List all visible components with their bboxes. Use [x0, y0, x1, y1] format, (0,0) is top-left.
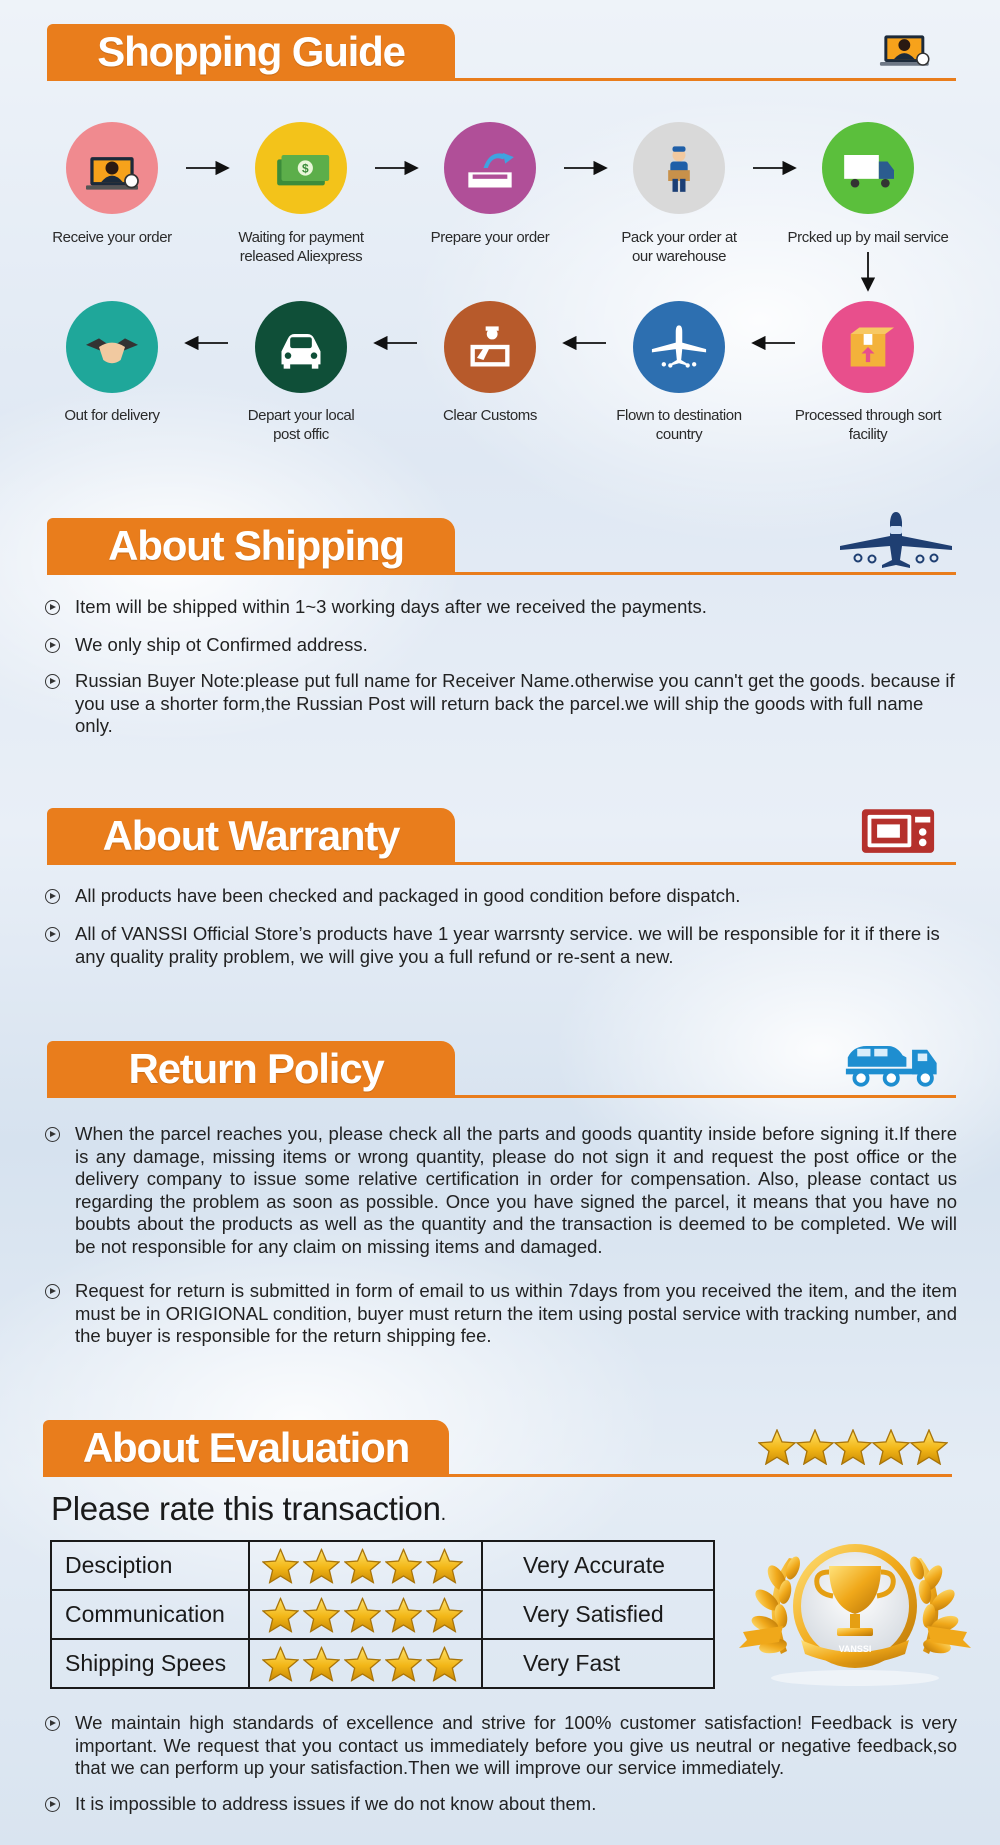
rating-value: Very Satisfied: [482, 1590, 714, 1639]
rating-row: [51, 1541, 714, 1590]
rate-prompt: Please rate this transaction.: [51, 1490, 446, 1527]
star-icon: [872, 1429, 910, 1465]
step-label: Depart your local post offic: [247, 407, 355, 443]
play-bullet-icon: [45, 600, 60, 615]
play-bullet-icon: [45, 1716, 60, 1731]
play-bullet-icon: [45, 1284, 60, 1299]
play-bullet-icon: [45, 889, 60, 904]
star-icon[interactable]: [303, 1646, 340, 1682]
star-icon[interactable]: [385, 1548, 422, 1584]
return-item: When the parcel reaches you, please check all the parts and goods quantity inside before signing it.If there is any damage, missing items or wrong quantity, please do not sign it and request the post office or the delivery company to issue some relative certification in order for compensation. Also, please contact us regarding the problem as soon as possible. Once you have signed the parcel, it means that you have no boubts about the products as well as the quantity and the transaction is deemed to be completed. We will be not responsible for any claim on missing items and damaged.: [45, 1123, 957, 1258]
star-rating[interactable]: [249, 1639, 482, 1688]
star-icon[interactable]: [262, 1646, 299, 1682]
divider: [47, 862, 956, 865]
divider: [47, 572, 956, 575]
rating-table: [50, 1540, 715, 1689]
star-rating[interactable]: [249, 1590, 482, 1639]
airplane-icon: [836, 510, 956, 570]
star-icon[interactable]: [426, 1597, 463, 1633]
section-title: Shopping Guide: [47, 24, 455, 80]
rating-row: [51, 1590, 714, 1639]
rating-value: Very Accurate: [482, 1541, 714, 1590]
star-icon: [834, 1429, 872, 1465]
process-arrows: [0, 0, 1000, 460]
svg-text:VANSSI: VANSSI: [838, 1644, 872, 1654]
rating-category: Communication: [51, 1590, 249, 1639]
step-label: Waiting for payment released Aliexpress: [238, 229, 364, 265]
play-bullet-icon: [45, 674, 60, 689]
header-star-rating: [758, 1429, 948, 1467]
star-icon[interactable]: [344, 1548, 381, 1584]
shipping-item: We only ship ot Confirmed address.: [45, 634, 957, 657]
step-label: Prepare your order: [430, 229, 550, 246]
rating-row: [51, 1639, 714, 1688]
microwave-icon: [860, 806, 936, 858]
star-icon[interactable]: [385, 1646, 422, 1682]
about-evaluation-header: [43, 1420, 952, 1480]
evaluation-item: We maintain high standards of excellence and strive for 100% customer satisfaction! Feedback is very important. We request that you contact us immediately before you give us neutral or negative feedback,so that we can perform up your satisfaction.Then we will improve our service immediately.: [45, 1712, 957, 1780]
star-icon[interactable]: [303, 1597, 340, 1633]
divider: [47, 1095, 956, 1098]
section-title: About Evaluation: [43, 1420, 449, 1476]
star-rating[interactable]: [249, 1541, 482, 1590]
shipping-item: Item will be shipped within 1~3 working days after we received the payments.: [45, 596, 957, 619]
evaluation-item: It is impossible to address issues if we do not know about them.: [45, 1793, 957, 1816]
rating-value: Very Fast: [482, 1639, 714, 1688]
step-label: Prcked up by mail service: [787, 229, 949, 246]
star-icon[interactable]: [262, 1597, 299, 1633]
star-icon[interactable]: [426, 1548, 463, 1584]
star-icon: [758, 1429, 796, 1465]
step-label: Processed through sort facility: [794, 407, 942, 443]
play-bullet-icon: [45, 1797, 60, 1812]
star-icon[interactable]: [344, 1597, 381, 1633]
section-title: About Shipping: [47, 518, 455, 574]
star-icon[interactable]: [262, 1548, 299, 1584]
svg-text:$: $: [302, 161, 309, 176]
rating-category: Shipping Spees: [51, 1639, 249, 1688]
step-label: Clear Customs: [443, 407, 537, 424]
return-policy-header: [47, 1041, 956, 1101]
about-shipping-header: [47, 518, 956, 578]
star-icon[interactable]: [385, 1597, 422, 1633]
return-item: Request for return is submitted in form of email to us within 7days from you received the item, and the item must be in ORIGIONAL condition, buyer must return the item using postal service with tracking number, and the buyer is responsible for the return shipping fee.: [45, 1280, 957, 1348]
divider: [43, 1474, 952, 1477]
play-bullet-icon: [45, 1127, 60, 1142]
step-label: Receive your order: [52, 229, 172, 246]
about-warranty-header: [47, 808, 956, 868]
trophy-icon: [733, 1528, 977, 1688]
warranty-item: All products have been checked and packaged in good condition before dispatch.: [45, 885, 957, 908]
section-title: Return Policy: [47, 1041, 455, 1097]
star-icon: [796, 1429, 834, 1465]
step-label: Out for delivery: [64, 407, 160, 424]
star-icon[interactable]: [344, 1646, 381, 1682]
star-icon[interactable]: [303, 1548, 340, 1584]
rating-category: Desciption: [51, 1541, 249, 1590]
play-bullet-icon: [45, 927, 60, 942]
section-title: About Warranty: [47, 808, 455, 864]
star-icon[interactable]: [426, 1646, 463, 1682]
step-label: Flown to destination country: [616, 407, 742, 443]
shipping-item: Russian Buyer Note:please put full name for Receiver Name.otherwise you cann't get the goods. because if you use a shorter form,the Russian Post will return back the parcel.we will ship the goods with full name only.: [45, 670, 957, 738]
star-icon: [910, 1429, 948, 1465]
warranty-item: All of VANSSI Official Store’s products have 1 year warrsnty service. we will be responsible for it if there is any quality prality problem, we will give you a full refund or re-sent a new.: [45, 923, 957, 968]
tow-truck-icon: [844, 1035, 948, 1091]
play-bullet-icon: [45, 638, 60, 653]
step-label: Pack your order at our warehouse: [621, 229, 737, 265]
